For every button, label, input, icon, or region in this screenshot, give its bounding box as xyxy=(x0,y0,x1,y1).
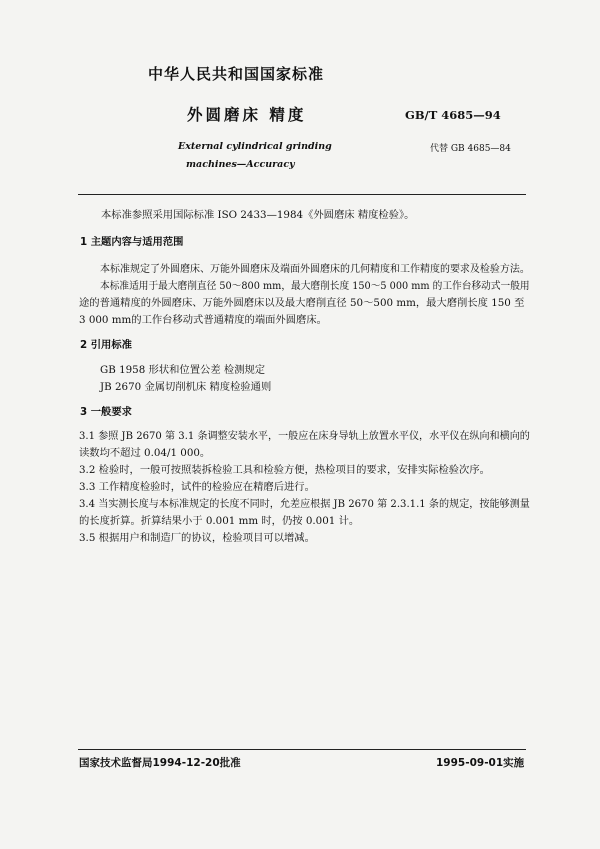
effective-date: 1995-09-01实施 xyxy=(436,757,525,769)
approval-date: 国家技术监督局1994-12-20批准 xyxy=(79,757,241,769)
clause-3-1-line-2: 读数均不超过 0.04/1 000。 xyxy=(79,447,211,459)
clause-3-2: 3.2 检验时，一般可按照装拆检验工具和检验方便，热检项目的要求，安排实际检验次序。 xyxy=(79,464,490,476)
section-1-paragraph-2-line-3: 3 000 mm的工作台移动式普通精度的端面外圆磨床。 xyxy=(79,314,327,326)
section-1-paragraph-2-line-2: 途的普通精度的外圆磨床、万能外圆磨床以及最大磨削直径 50～500 mm，最大磨削长度 150 至 xyxy=(79,297,525,309)
section-1-paragraph-1: 本标准规定了外圆磨床、万能外圆磨床及端面外圆磨床的几何精度和工作精度的要求及检验方法。 xyxy=(100,263,530,275)
reference-gb1958: GB 1958 形状和位置公差 检测规定 xyxy=(100,364,266,376)
footer-divider xyxy=(78,749,526,750)
clause-3-4-line-2: 的长度折算。折算结果小于 0.001 mm 时，仍按 0.001 计。 xyxy=(79,515,360,527)
replaces-standard: 代替 GB 4685—84 xyxy=(430,144,511,154)
clause-3-3: 3.3 工作精度检验时，试件的检验应在精磨后进行。 xyxy=(79,481,315,493)
national-standard-label: 中华人民共和国国家标准 xyxy=(148,65,325,83)
section-2-heading: 2 引用标准 xyxy=(80,339,132,351)
english-title-line1: External cylindrical grinding xyxy=(178,141,332,152)
standard-number: GB/T 4685—94 xyxy=(405,108,501,122)
clause-3-1-line-1: 3.1 参照 JB 2670 第 3.1 条调整安装水平，一般应在床身导轨上放置水平仪，水平仪在纵向和横向的 xyxy=(79,430,530,442)
section-1-heading: 1 主题内容与适用范围 xyxy=(80,236,184,248)
clause-3-5: 3.5 根据用户和制造厂的协议，检验项目可以增减。 xyxy=(79,532,315,544)
section-1-paragraph-2-line-1: 本标准适用于最大磨削直径 50～800 mm，最大磨削长度 150～5 000 mm 的工作台移动式一般用 xyxy=(100,280,530,292)
intro-paragraph: 本标准参照采用国际标准 ISO 2433—1984《外圆磨床 精度检验》。 xyxy=(101,209,415,221)
header-divider xyxy=(78,194,526,195)
document-title: 外圆磨床 精度 xyxy=(187,106,307,124)
reference-jb2670: JB 2670 金属切削机床 精度检验通则 xyxy=(100,381,272,393)
clause-3-4-line-1: 3.4 当实测长度与本标准规定的长度不同时，允差应根据 JB 2670 第 2.3.1.1 条的规定，按能够测量 xyxy=(79,498,530,510)
section-3-heading: 3 一般要求 xyxy=(80,406,132,418)
english-title-line2: machines—Accuracy xyxy=(186,159,295,170)
